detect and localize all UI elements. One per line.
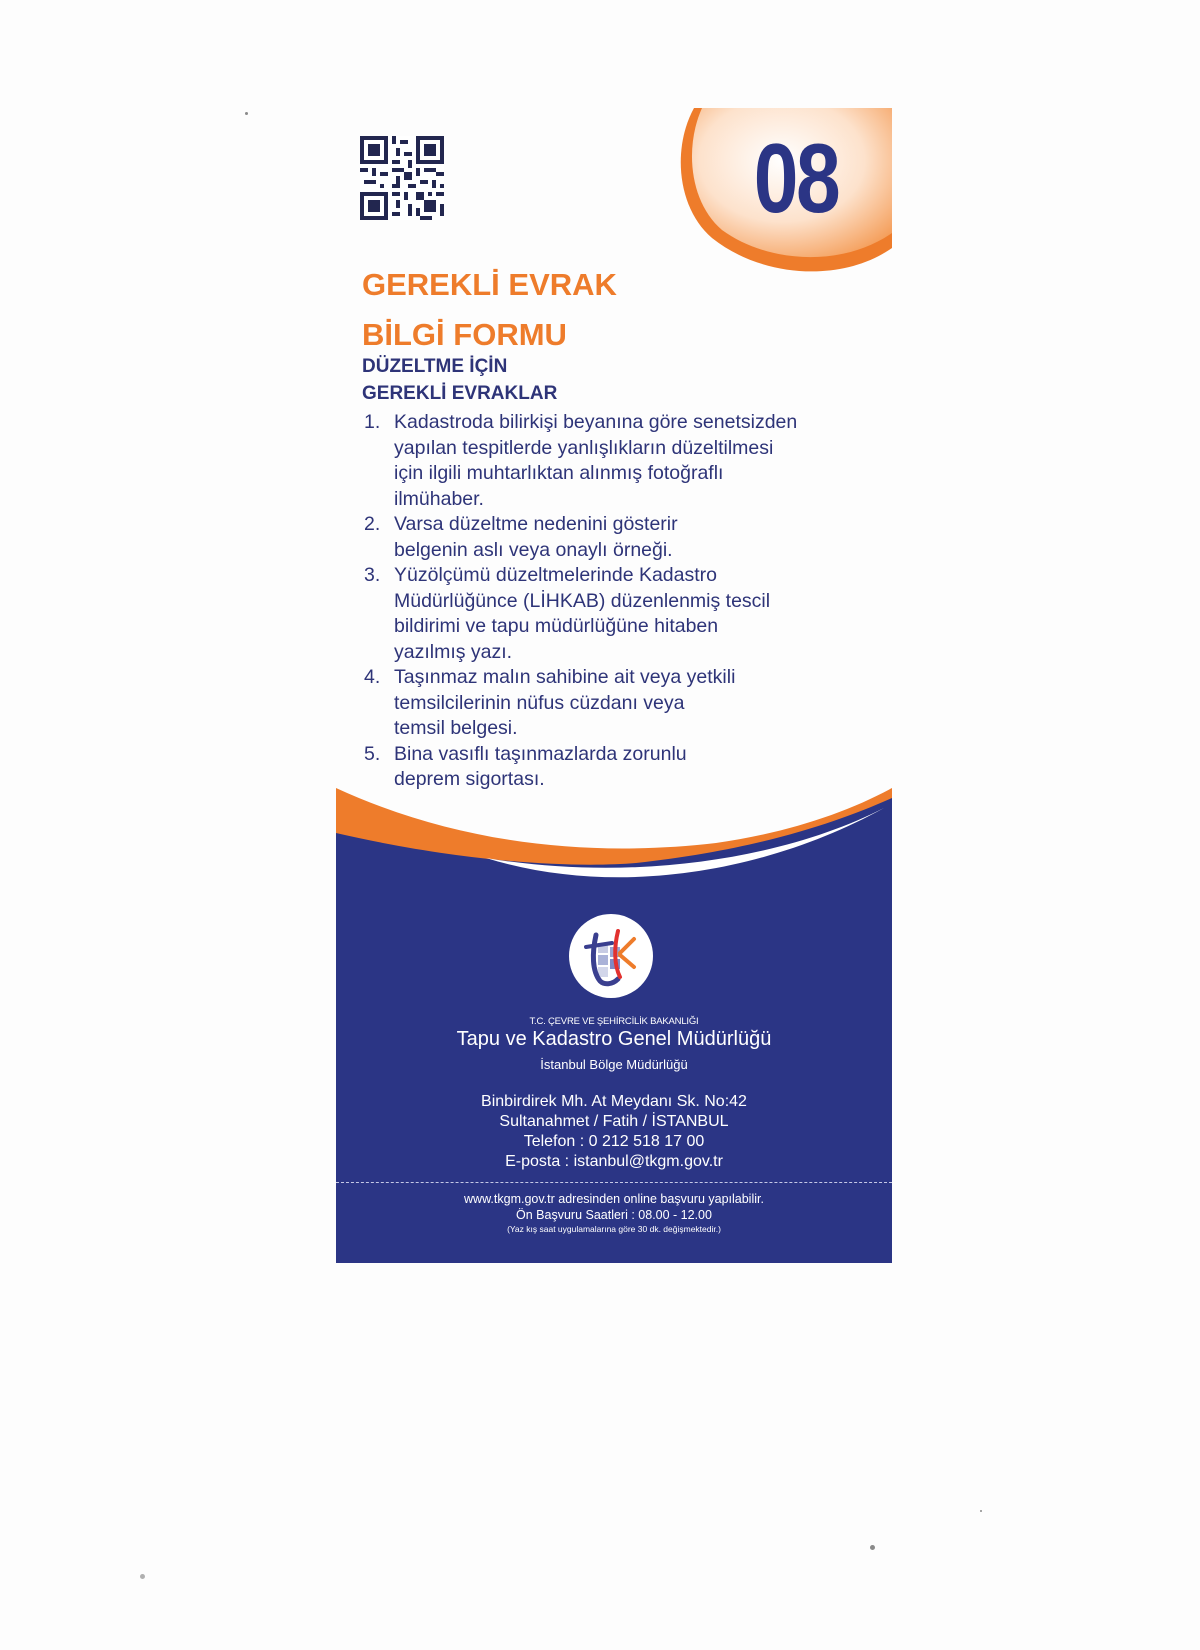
phone-line: Telefon : 0 212 518 17 00	[523, 1133, 705, 1150]
online-info	[336, 1191, 892, 1236]
list-item-text-line: bildirimi ve tapu müdürlüğüne hitaben	[394, 615, 719, 637]
list-item-text-line: Yüzölçümü düzeltmelerinde Kadastro	[394, 564, 718, 586]
list-item-text-line: temsilcilerinin nüfus cüzdanı veya	[394, 691, 685, 714]
contact-info	[336, 1092, 892, 1172]
page-title	[362, 260, 682, 360]
list-item-number: 4.	[364, 666, 381, 688]
title-line-1: GEREKLİ EVRAK	[362, 267, 617, 302]
list-item-text-line: belgenin aslı veya onaylı örneği.	[394, 538, 673, 561]
scan-speck	[140, 1574, 145, 1579]
list-item-number: 1.	[364, 411, 381, 433]
list-item-text-line: için ilgili muhtarlıktan alınmış fotoğraflı	[394, 462, 724, 484]
list-item-number: 2.	[364, 513, 381, 535]
address-line: Binbirdirek Mh. At Meydanı Sk. No:42	[481, 1093, 747, 1110]
list-item-text-line: Bina vasıflı taşınmazlarda zorunlu	[394, 742, 687, 765]
ministry-name: T.C. ÇEVRE VE ŞEHİRCİLİK BAKANLIĞI	[529, 1016, 699, 1027]
title-line-2: BİLGİ FORMU	[362, 317, 567, 352]
divider	[336, 1182, 892, 1183]
list-item	[364, 512, 864, 563]
hours-note: (Yaz kış saat uygulamalarına göre 30 dk. değişmektedir.)	[507, 1224, 721, 1234]
list-item-text-line: deprem sigortası.	[394, 768, 545, 790]
list-item-number: 5.	[364, 742, 381, 765]
list-item-text-line: temsil belgesi.	[394, 717, 518, 739]
scan-speck	[870, 1545, 875, 1550]
list-item-text-line: Kadastroda bilirkişi beyanına göre senetsizden	[394, 411, 798, 433]
scan-speck	[245, 112, 248, 115]
list-item-text-line: Taşınmaz malın sahibine ait veya yetkili	[394, 666, 736, 688]
requirements-list	[364, 410, 864, 793]
subtitle-line-2: GEREKLİ EVRAKLAR	[362, 383, 558, 404]
list-item	[364, 563, 864, 665]
city-line: Sultanahmet / Fatih / İSTANBUL	[499, 1113, 729, 1130]
list-item-text-line: ilmühaber.	[394, 487, 484, 510]
section-number: 08	[753, 123, 839, 233]
list-item	[364, 742, 864, 793]
region-name: İstanbul Bölge Müdürlüğü	[540, 1057, 688, 1072]
email-line: E-posta : istanbul@tkgm.gov.tr	[505, 1153, 723, 1170]
qr-code-icon	[360, 136, 444, 220]
list-item-text-line: yazılmış yazı.	[394, 640, 513, 663]
list-item-number: 3.	[364, 564, 381, 586]
subtitle-line-1: DÜZELTME İÇİN	[362, 356, 508, 377]
list-item-text-line: yapılan tespitlerde yanlışlıkların düzeltilmesi	[394, 436, 774, 459]
list-item-text-line: Varsa düzeltme nedenini gösterir	[394, 513, 678, 535]
list-item	[364, 665, 864, 742]
section-heading	[362, 353, 682, 407]
list-item-text-line: Müdürlüğünce (LİHKAB) düzenlenmiş tescil	[394, 589, 771, 612]
info-brochure	[336, 108, 892, 1263]
application-hours: Ön Başvuru Saatleri : 08.00 - 12.00	[516, 1208, 712, 1222]
list-item	[364, 410, 864, 512]
organization-name: Tapu ve Kadastro Genel Müdürlüğü	[456, 1028, 772, 1050]
online-application-text: www.tkgm.gov.tr adresinden online başvuru yapılabilir.	[464, 1192, 764, 1206]
scan-speck	[980, 1510, 982, 1512]
tkgm-logo-icon	[568, 913, 654, 999]
